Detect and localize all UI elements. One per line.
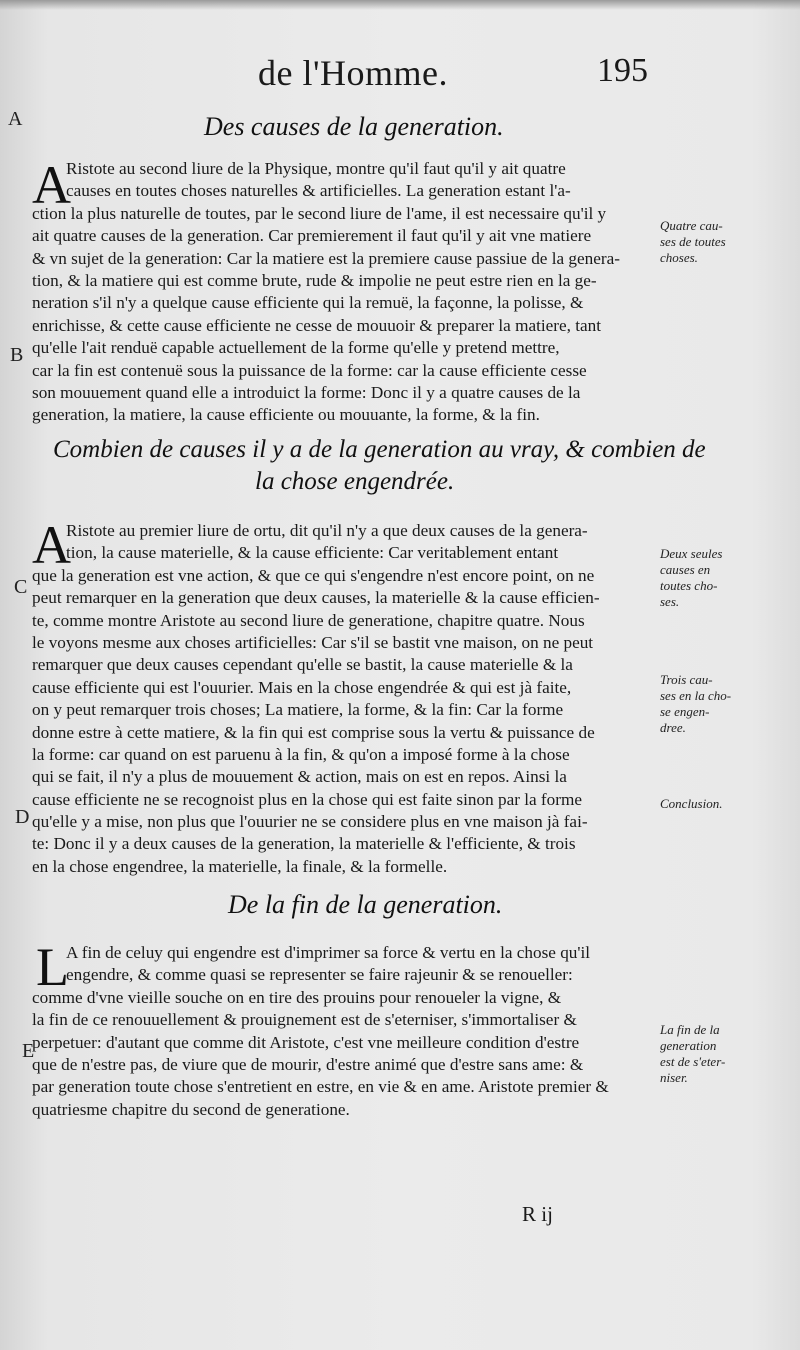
dropcap: L [36,937,69,997]
text-line: donne estre à cette matiere, & la fin qui est comprise sous la vertu & puissance de [32,722,595,742]
text-line: on y peut remarquer trois choses; La matiere, la forme, & la fin: Car la forme [32,700,564,720]
text-line: generation, la matiere, la cause efficiente ou mouuante, la forme, & la fin. [32,405,540,425]
side-note [660,672,750,736]
text-line: par generation toute chose s'entretient en estre, en vie & en ame. Aristote premier & [32,1077,609,1097]
text-line: que de n'estre pas, de viure que de mourir, d'estre animé que d'estre sans ame: & [32,1054,584,1074]
section-heading-combien-line1: Combien de causes il y a de la generation au vray, & combien de [53,436,706,463]
page-edge-shadow [0,0,800,10]
text-line: ait quatre causes de la generation. Car premierement il faut qu'il y ait vne matiere [32,226,592,246]
text-line: cause efficiente ne se recognoist plus en la chose qui est faite sinon par la forme [32,789,582,809]
side-note-line: La fin de la [660,1022,720,1037]
text-line: remarquer que deux causes cependant qu'elle se bastit, la cause materielle & la [32,655,573,675]
page-header [0,52,800,98]
side-note-line: choses. [660,250,698,265]
text-line: son mouuement quand elle a introduict la forme: Donc il y a quatre causes de la [32,382,581,402]
side-note [660,1022,750,1086]
side-note-line: se engen- [660,704,710,719]
text-line: car la fin est contenuë sous la puissance de la forme: car la cause efficiente cesse [32,360,587,380]
paragraph-causes [32,155,657,427]
side-note [660,218,750,266]
margin-letter-d: D [15,806,30,828]
text-line: engendre, & comme quasi se representer se faire rajeunir & se renoueller: [66,965,573,985]
margin-letter-e: E [22,1040,35,1062]
text-line: que la generation est vne action, & que ce qui s'engendre n'est encore point, on ne [32,565,595,585]
text-line: & vn sujet de la generation: Car la matiere est la premiere cause passiue de la genera- [32,248,620,268]
side-note-line: niser. [660,1070,688,1085]
side-note-line: ses de toutes [660,234,726,249]
text-line: quatriesme chapitre du second de generatione. [32,1099,350,1119]
text-line: neration s'il n'y a quelque cause efficiente qui la remuë, la façonne, la polisse, & [32,293,584,313]
side-note-line: Quatre cau- [660,218,723,233]
section-heading-combien-line2: la chose engendrée. [255,468,455,495]
side-note-line: Conclusion. [660,796,723,811]
paragraph-combien [32,515,657,878]
text-line: cause efficiente qui est l'ouurier. Mais en la chose engendrée & qui est jà faite, [32,677,572,697]
side-note-line: causes en [660,562,711,577]
paragraph-fin [32,937,657,1121]
section-heading-fin: De la fin de la generation. [228,890,503,919]
text-line: te: Donc il y a deux causes de la generation, la materielle & l'efficiente, & trois [32,834,576,854]
side-note-line: toutes cho- [660,578,718,593]
text-line: Ristote au second liure de la Physique, montre qu'il faut qu'il y ait quatre [66,159,566,178]
text-line: enrichisse, & cette cause efficiente ne cesse de mouuoir & preparer la matiere, tant [32,315,601,335]
dropcap: A [32,155,71,215]
margin-letter-c: C [14,576,28,598]
text-line: qui se fait, il n'y a plus de mouuement & action, mais on est en repos. Ainsi la [32,767,567,787]
text-line: en la chose engendree, la materielle, la finale, & la formelle. [32,856,448,876]
text-line: te, comme montre Aristote au second liure de generatione, chapitre quatre. Nous [32,610,585,630]
margin-letter-b: B [10,344,24,366]
text-line: la forme: car quand on est paruenu à la fin, & qu'on a imposé forme à la chose [32,744,570,764]
text-line: tion, la cause materielle, & la cause efficiente: Car veritablement entant [66,543,559,563]
side-note-line: est de s'eter- [660,1054,726,1069]
text-line: tion, & la matiere qui est comme brute, rude & impolie ne peut estre rien en la ge- [32,270,597,290]
running-title: de l'Homme. [258,53,448,93]
side-note-line: ses. [660,594,680,609]
text-line: Ristote au premier liure de ortu, dit qu'il n'y a que deux causes de la genera- [66,521,588,540]
side-note-line: dree. [660,720,686,735]
side-note-line: Deux seules [660,546,723,561]
text-line: A fin de celuy qui engendre est d'imprimer sa force & vertu en la chose qu'il [66,943,591,962]
text-line: qu'elle l'ait renduë capable actuellement de la forme qu'elle y pretend mettre, [32,338,560,358]
side-note-line: Trois cau- [660,672,713,687]
side-note [660,546,750,610]
page-number: 195 [597,52,648,89]
text-line: qu'elle y a mise, non plus que l'ouurier ne se considere plus en vne maison jà fai- [32,812,588,832]
text-line: causes en toutes choses naturelles & artificielles. La generation estant l'a- [66,181,571,201]
margin-letter-a: A [8,108,23,130]
text-line: ction la plus naturelle de toutes, par le second liure de l'ame, il est necessaire qu'il y [32,203,607,223]
text-line: la fin de ce renouuellement & prouignement est de s'eterniser, s'immortaliser & [32,1010,577,1030]
text-line: le voyons mesme aux choses artificielles: Car s'il se bastit vne maison, on ne peut [32,632,594,652]
text-line: perpetuer: d'autant que comme dit Aristote, c'est vne meilleure condition d'estre [32,1032,580,1052]
signature-mark: R ij [522,1202,553,1226]
text-line: comme d'vne vieille souche on en tire des prouins pour renoueler la vigne, & [32,987,562,1007]
side-note [660,796,750,812]
side-note-line: generation [660,1038,717,1053]
section-heading-causes: Des causes de la generation. [204,112,504,141]
text-line: peut remarquer en la generation que deux causes, la materielle & la cause efficien- [32,588,600,608]
side-note-line: ses en la cho- [660,688,732,703]
dropcap: A [32,515,71,575]
